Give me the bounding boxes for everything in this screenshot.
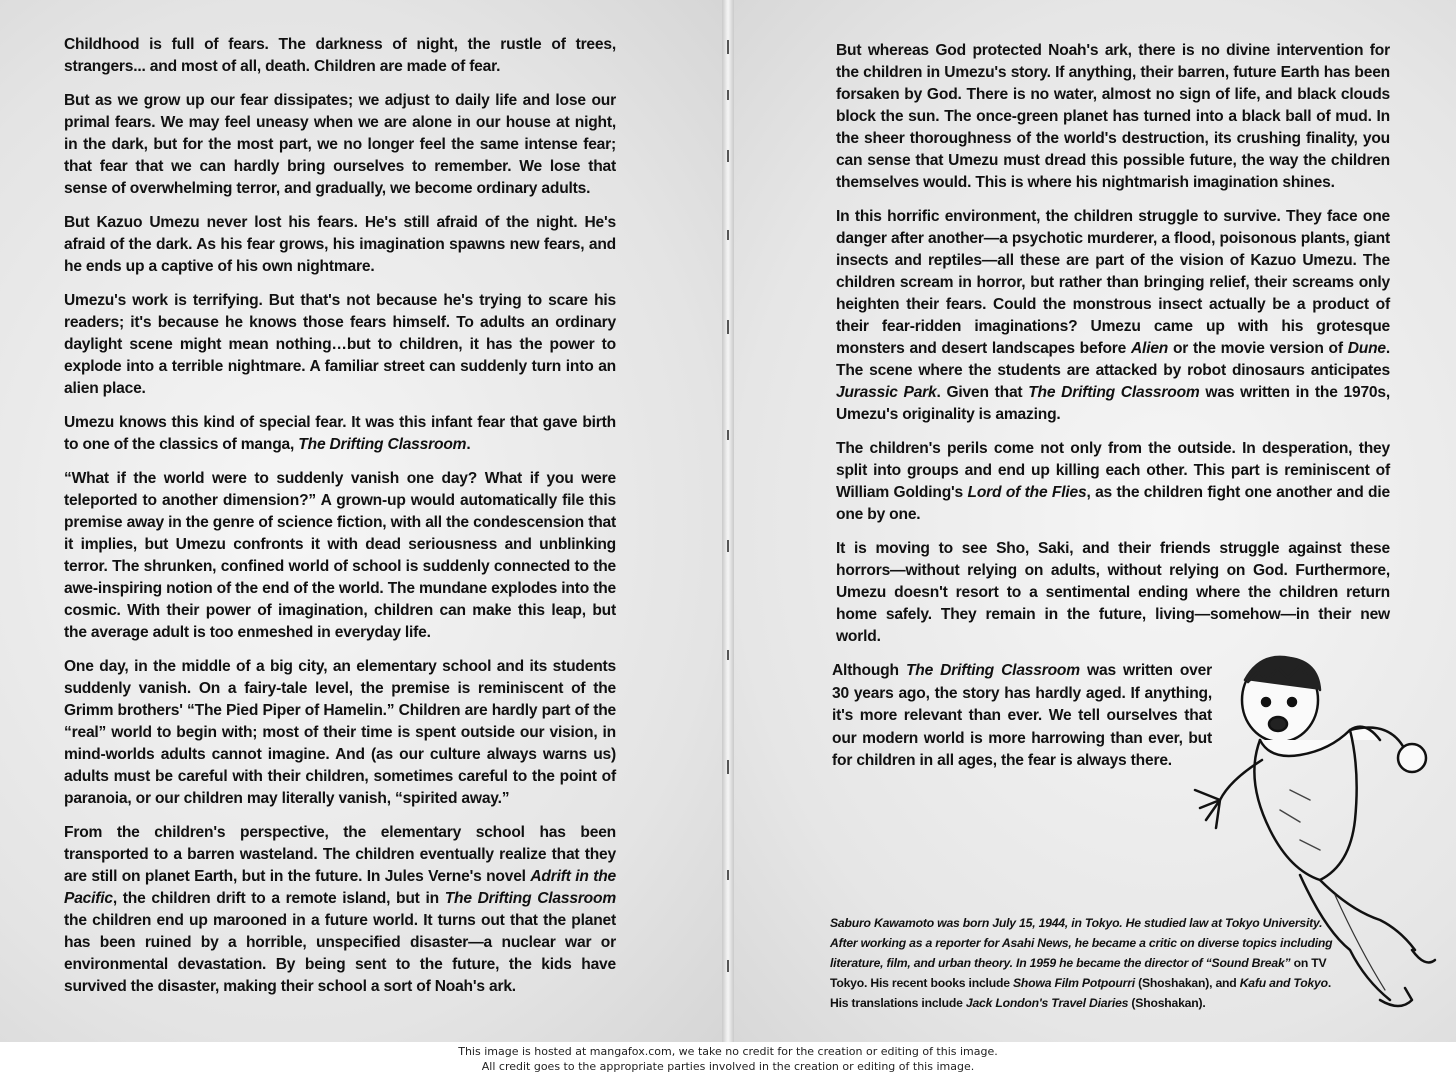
- paragraph: In this horrific environment, the children struggle to survive. They face one danger after another—a psychotic murderer, a flood, poisonous plants, giant insects and reptiles—all these are part of the vision of Kazuo Umezu. The children scream in horror, but rather than bringing relief, their screams only heighten their fears. Could the monstrous insect actually be a product of their fear-ridden imaginations? Umezu came up with his grotesque monsters and desert landscapes before Alien or the movie version of Dune. The scene where the students are attacked by robot dinosaurs anticipates Jurassic Park. Given that The Drifting Classroom was written in the 1970s, Umezu's originality is amazing.: [836, 208, 1391, 423]
- paragraph: Umezu knows this kind of special fear. It was this infant fear that gave birth to one of the classics of manga, The Drifting Classroom.: [64, 414, 616, 453]
- hosting-credit: [0, 1044, 1456, 1074]
- paragraph: “What if the world were to suddenly vanish one day? What if you were teleported to another dimension?” A grown-up would automatically file this premise away in the genre of science fiction, with all the condescension that it implies, but Umezu confronts it with dead seriousness and unblinking terror. The shrunken, confined world of school is suddenly connected to the awe-inspiring notion of the end of the world. The mundane explodes into the cosmic. With their power of imagination, children can make this leap, but the average adult is too enmeshed in everyday life.: [64, 470, 616, 641]
- paragraph: It is moving to see Sho, Saki, and their friends struggle against these horrors—without relying on adults, without relying on God. Furthermore, Umezu doesn't resort to a sentimental ending where the children return home safely. They remain in the future, living—somehow—in their new world.: [836, 540, 1390, 645]
- left-page-text: [64, 34, 616, 1010]
- paragraph: But whereas God protected Noah's ark, there is no divine intervention for the children in Umezu's story. If anything, their barren, future Earth has been forsaken by God. There is no water, almost no sign of life, and black clouds block the sun. The once-green planet has turned into a black ball of mud. In the sheer thoroughness of the world's destruction, its crushing finality, you can sense that Umezu must dread this possible future, the way the children themselves would. This is where his nightmarish imagination shines.: [836, 42, 1390, 191]
- paragraph: But as we grow up our fear dissipates; we adjust to daily life and lose our primal fears. We may feel uneasy when we are alone in our house at night, in the dark, but for the most part, we no longer feel the same intense fear; that fear that we can hardly bring ourselves to remember. We lose that sense of overwhelming terror, and gradually, we become ordinary adults.: [64, 92, 616, 197]
- book-gutter: [722, 0, 734, 1042]
- author-bio: Saburo Kawamoto was born July 15, 1944, in Tokyo. He studied law at Tokyo University. After working as a reporter for Asahi News, he became a critic on diverse topics including literature, film, and urban theory. In 1959 he became the director of “Sound Break” on TV Tokyo. His recent books include Showa Film Potpourri (Shoshakan), and Kafu and Tokyo. His translations include Jack London's Travel Diaries (Shoshakan).: [830, 916, 1333, 1010]
- credit-line-2: All credit goes to the appropriate parties involved in the creation or editing of this image.: [481, 1060, 975, 1073]
- closing-paragraph: Although The Drifting Classroom was written over 30 years ago, the story has hardly aged. If anything, it's more relevant than ever. We tell ourselves that our modern world is more harrowing than ever, but for children in all ages, the fear is always there.: [832, 662, 1212, 769]
- paragraph: The children's perils come not only from the outside. In desperation, they split into groups and end up killing each other. This part is reminiscent of William Golding's Lord of the Flies, as the children fight one another and die one by one.: [836, 440, 1390, 523]
- left-page: [0, 0, 722, 1042]
- right-page-text: [836, 40, 1390, 660]
- paragraph: Umezu's work is terrifying. But that's not because he's trying to scare his readers; it's because he knows those fears himself. To adults an ordinary daylight scene might mean nothing…but to children, it has the power to explode into a terrible nightmare. A familiar street can suddenly turn into an alien place.: [64, 292, 616, 397]
- paragraph: But Kazuo Umezu never lost his fears. He's still afraid of the night. He's afraid of the dark. As his fear grows, his imagination spawns new fears, and he ends up a captive of his own nightmare.: [64, 214, 616, 275]
- paragraph: One day, in the middle of a big city, an elementary school and its students suddenly vanish. On a fairy-tale level, the premise is reminiscent of the Grimm brothers' “The Pied Piper of Hamelin.” Children are hardly part of the “real” world to begin with; most of their time is spent outside our vision, in mind-worlds adults cannot imagine. And (as our culture always warns us) adults must be careful with their children, sometimes careful to the point of paranoia, or our children may literally vanish, “spirited away.”: [64, 658, 616, 807]
- credit-line-1: This image is hosted at mangafox.com, we take no credit for the creation or editing of this image.: [458, 1045, 998, 1058]
- paragraph: Childhood is full of fears. The darkness of night, the rustle of trees, strangers... and most of all, death. Children are made of fear.: [64, 36, 616, 75]
- paragraph: From the children's perspective, the elementary school has been transported to a barren wasteland. The children eventually realize that they are still on planet Earth, but in the future. In Jules Verne's novel Adrift in the Pacific, the children drift to a remote island, but in The Drifting Classroom the children end up marooned in a future world. It turns out that the planet has been ruined by a horrible, unspecified disaster—a nuclear war or environmental devastation. By being sent to the future, the kids have survived the disaster, making their school a sort of Noah's ark.: [64, 824, 617, 995]
